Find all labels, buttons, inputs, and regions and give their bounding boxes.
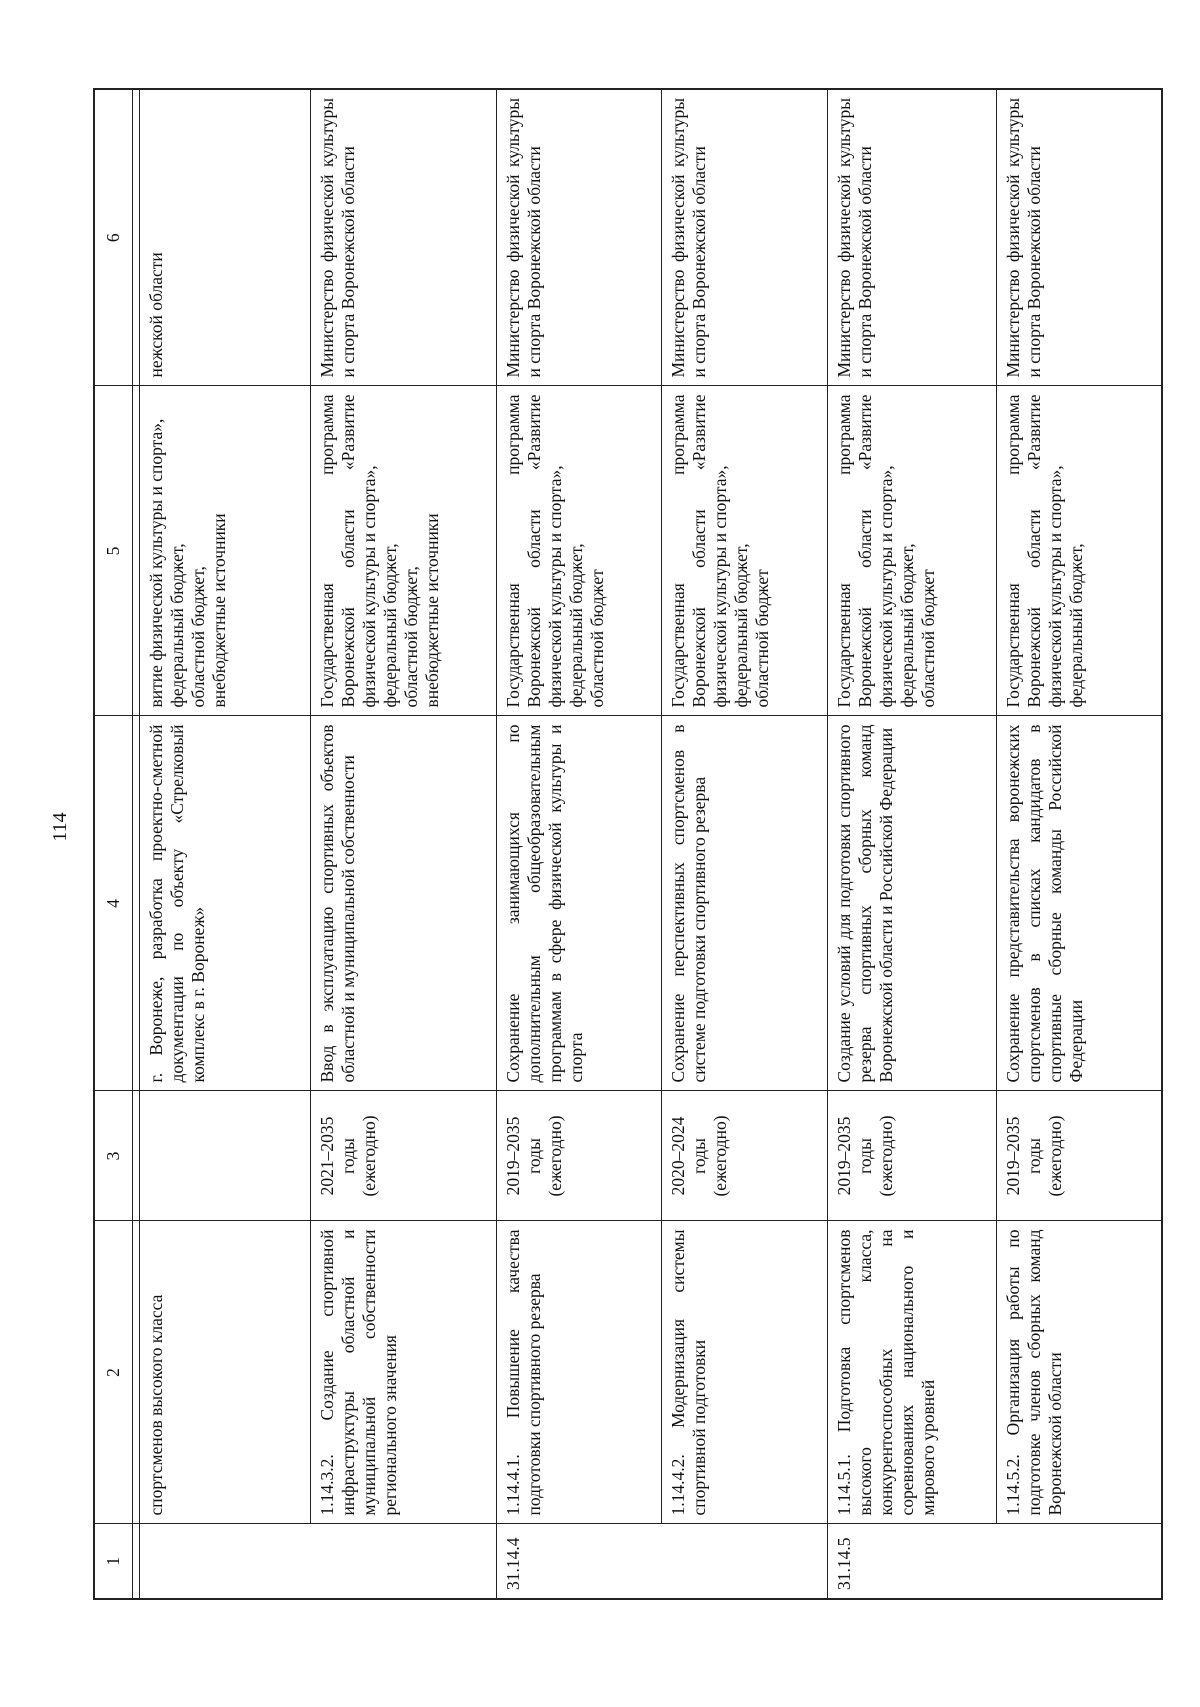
result-cell: Сохранение представительства воронежских спортсменов в списках кандидатов в спортивные сборные команды Российской Федерации: [996, 716, 1162, 1091]
funding-cell: [310, 386, 496, 716]
code-cell: [139, 1524, 496, 1599]
table-row: [496, 89, 662, 1599]
measure-name-cell: 1.14.4.1. Повышение качества подготовки спортивного резерва: [496, 1221, 662, 1524]
result-cell: г. Воронеже, разработка проектно-сметной документации по объекту «Стрелковый комплекс в г. Воронеж»: [139, 716, 310, 1091]
period-cell: 2019–2035 годы (ежегодно): [996, 1091, 1162, 1221]
funding-cell: [996, 386, 1162, 716]
funding-line: Государственная программа Воронежской области «Развитие физической культуры и спорта»,: [834, 394, 897, 708]
column-header: 5: [94, 386, 132, 716]
period-cell: [139, 1091, 310, 1221]
measures-table: [93, 88, 1163, 1600]
funding-line: Государственная программа Воронежской области «Развитие физической культуры и спорта»,: [316, 394, 379, 708]
column-header: 4: [94, 716, 132, 1091]
column-header: 6: [94, 89, 132, 386]
funding-line: федеральный бюджет,: [379, 543, 400, 708]
table-row: [662, 89, 828, 1599]
column-header: 3: [94, 1091, 132, 1221]
funding-line: федеральный бюджет,: [565, 543, 586, 708]
column-header: 2: [94, 1221, 132, 1524]
result-cell: Сохранение занимающихся по дополнительным общеобразовательным программам в сфере физической культуры и спорта: [496, 716, 662, 1091]
executor-cell: Министерство физической культуры и спорта Воронежской области: [662, 89, 828, 386]
table-row: [828, 89, 996, 1599]
executor-cell: нежской области: [139, 89, 310, 386]
funding-line: Государственная программа Воронежской области «Развитие физической культуры и спорта»,: [668, 394, 731, 708]
measure-name-cell: 1.14.3.2. Создание спортивной инфраструктуры областной и муниципальной собственности регионального значения: [310, 1221, 496, 1524]
code-cell: 31.14.5: [828, 1524, 1162, 1599]
result-cell: Сохранение перспективных спортсменов в системе подготовки спортивного резерва: [662, 716, 828, 1091]
header-row: [94, 89, 132, 1599]
funding-line: областной бюджет: [918, 569, 939, 708]
executor-cell: Министерство физической культуры и спорта Воронежской области: [996, 89, 1162, 386]
funding-line: федеральный бюджет,: [1065, 543, 1086, 708]
funding-line: Государственная программа Воронежской области «Развитие физической культуры и спорта»,: [502, 394, 565, 708]
funding-line: внебюджетные источники: [421, 513, 442, 708]
executor-cell: Министерство физической культуры и спорта Воронежской области: [828, 89, 996, 386]
period-cell: 2021–2035 годы (ежегодно): [310, 1091, 496, 1221]
result-cell: Ввод в эксплуатацию спортивных объектов областной и муниципальной собственности: [310, 716, 496, 1091]
page-number: 114: [49, 812, 71, 842]
funding-line: областной бюджет: [752, 569, 773, 708]
measure-name-cell: 1.14.5.1. Подготовка спортсменов высокого класса, конкурентоспособных на соревнованиях национального и мирового уровней: [828, 1221, 996, 1524]
header-separator: [132, 89, 139, 1599]
funding-cell: [496, 386, 662, 716]
table-row: [139, 89, 310, 1599]
funding-line: витие физической культуры и спорта»,: [145, 418, 166, 708]
measure-name-cell: спортсменов высокого класса: [139, 1221, 310, 1524]
result-cell: Создание условий для подготовки спортивного резерва спортивных сборных команд Воронежской области и Российской Федерации: [828, 716, 996, 1091]
measure-name-cell: 1.14.5.2. Организация работы по подготовке членов сборных команд Воронежской области: [996, 1221, 1162, 1524]
funding-line: внебюджетные источники: [208, 513, 229, 708]
period-cell: 2019–2035 годы (ежегодно): [828, 1091, 996, 1221]
funding-line: федеральный бюджет,: [166, 543, 187, 708]
executor-cell: Министерство физической культуры и спорта Воронежской области: [310, 89, 496, 386]
funding-line: областной бюджет,: [187, 566, 208, 708]
funding-cell: [662, 386, 828, 716]
funding-line: областной бюджет: [586, 569, 607, 708]
table-row: [310, 89, 496, 1599]
measure-name-cell: 1.14.4.2. Модернизация системы спортивной подготовки: [662, 1221, 828, 1524]
table-row: [996, 89, 1162, 1599]
funding-line: областной бюджет,: [400, 566, 421, 708]
code-cell: 31.14.4: [496, 1524, 828, 1599]
rotated-table-wrapper: [93, 90, 1163, 1600]
executor-cell: Министерство физической культуры и спорта Воронежской области: [496, 89, 662, 386]
period-cell: 2019–2035 годы (ежегодно): [496, 1091, 662, 1221]
funding-line: федеральный бюджет,: [897, 543, 918, 708]
funding-cell: [828, 386, 996, 716]
funding-cell: [139, 386, 310, 716]
funding-line: Государственная программа Воронежской области «Развитие физической культуры и спорта»,: [1002, 394, 1065, 708]
period-cell: 2020–2024 годы (ежегодно): [662, 1091, 828, 1221]
column-header: 1: [94, 1524, 132, 1599]
funding-line: федеральный бюджет,: [731, 543, 752, 708]
